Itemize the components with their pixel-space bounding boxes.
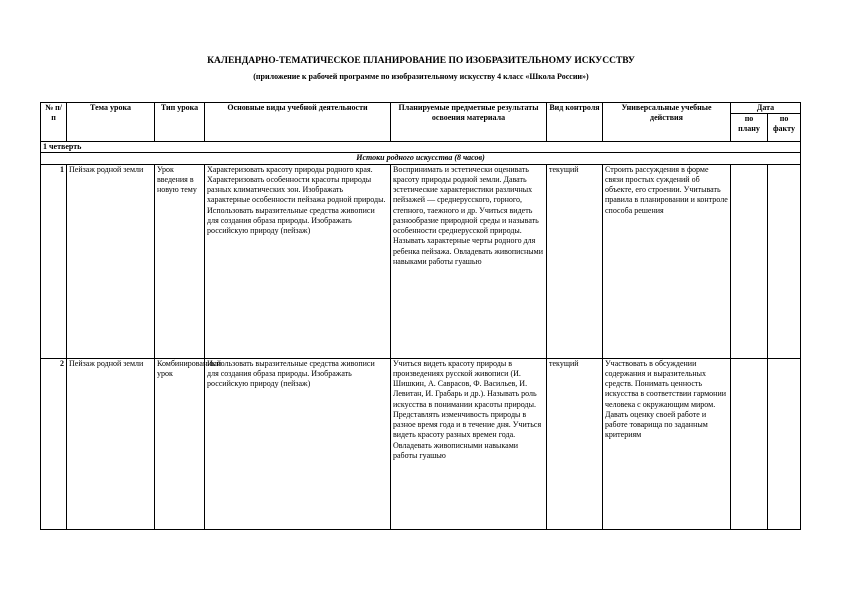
row-results: Учиться видеть красоту природы в произведениях русской живописи (И. Шишкин, А. Саврасов, Ф. Васильев, И. Левитан, И. Грабарь и др.). Называть роль искусства в понимании красоты природы. Представлять изменчивость природы в разное время года и в течение дня. Учиться видеть красоту разных времен года. Овладевать живописными навыками работы гуашью [391, 358, 547, 529]
document-subtitle: (приложение к рабочей программе по изобразительному искусству 4 класс «Школа России») [253, 72, 589, 81]
header-num: № п/п [41, 103, 67, 142]
header-topic: Тема урока [67, 103, 155, 142]
header-results: Планируемые предметные результаты освоения материала [391, 103, 547, 142]
row-activities: Характеризовать красоту природы родного края. Характеризовать особенности красоты природы разных климатических зон. Изображать характерные особенности пейзажа родной природы. Использовать выразительные средства живописи для создания образа природы. Изображать российскую природу (пейзаж) [205, 164, 391, 358]
table-row [41, 164, 801, 358]
header-type: Тип урока [155, 103, 205, 142]
header-date-fact: по факту [768, 114, 801, 142]
row-control: текущий [547, 358, 603, 529]
section-label: Истоки родного искусства (8 часов) [41, 153, 801, 164]
row-results: Воспринимать и эстетически оценивать красоту природы родной земли. Давать эстетические характеристики различных пейзажей — среднерусского, горного, степного, таежного и др. Учиться видеть разнообразие природной среды и называть особенности среднерусской природы. Называть характерные черты родного для ребенка пейзажа. Овладевать живописными навыками работы гуашью [391, 164, 547, 358]
quarter-row [41, 142, 801, 153]
row-num: 1 [41, 164, 67, 358]
row-uud: Участвовать в обсуждении содержания и выразительных средств. Понимать ценность искусства в соответствии гармонии человека с окружающим миром. Давать оценку своей работе и работе товарища по заданным критериям [603, 358, 731, 529]
row-type: Урок введения в новую тему [155, 164, 205, 358]
section-row [41, 153, 801, 164]
row-uud: Строить рассуждения в форме связи простых суждений об объекте, его строении. Учитывать правила в планировании и контроле способа решения [603, 164, 731, 358]
table-row [41, 358, 801, 529]
header-date-plan: по плану [731, 114, 768, 142]
row-date-plan [731, 164, 768, 358]
row-control: текущий [547, 164, 603, 358]
document-title: КАЛЕНДАРНО-ТЕМАТИЧЕСКОЕ ПЛАНИРОВАНИЕ ПО ИЗОБРАЗИТЕЛЬНОМУ ИСКУССТВУ [207, 56, 635, 66]
row-num: 2 [41, 358, 67, 529]
row-type: Комбинированный урок [155, 358, 205, 529]
row-date-fact [768, 358, 801, 529]
planning-table [40, 102, 801, 530]
table-header-row [41, 103, 801, 114]
row-activities: Использовать выразительные средства живописи для создания образа природы. Изображать российскую природу (пейзаж) [205, 358, 391, 529]
row-topic: Пейзаж родной земли [67, 164, 155, 358]
quarter-label: 1 четверть [41, 142, 801, 153]
header-date: Дата [731, 103, 801, 114]
header-uud: Универсальные учебные действия [603, 103, 731, 142]
header-control: Вид контроля [547, 103, 603, 142]
row-date-plan [731, 358, 768, 529]
row-date-fact [768, 164, 801, 358]
row-topic: Пейзаж родной земли [67, 358, 155, 529]
header-activities: Основные виды учебной деятельности [205, 103, 391, 142]
